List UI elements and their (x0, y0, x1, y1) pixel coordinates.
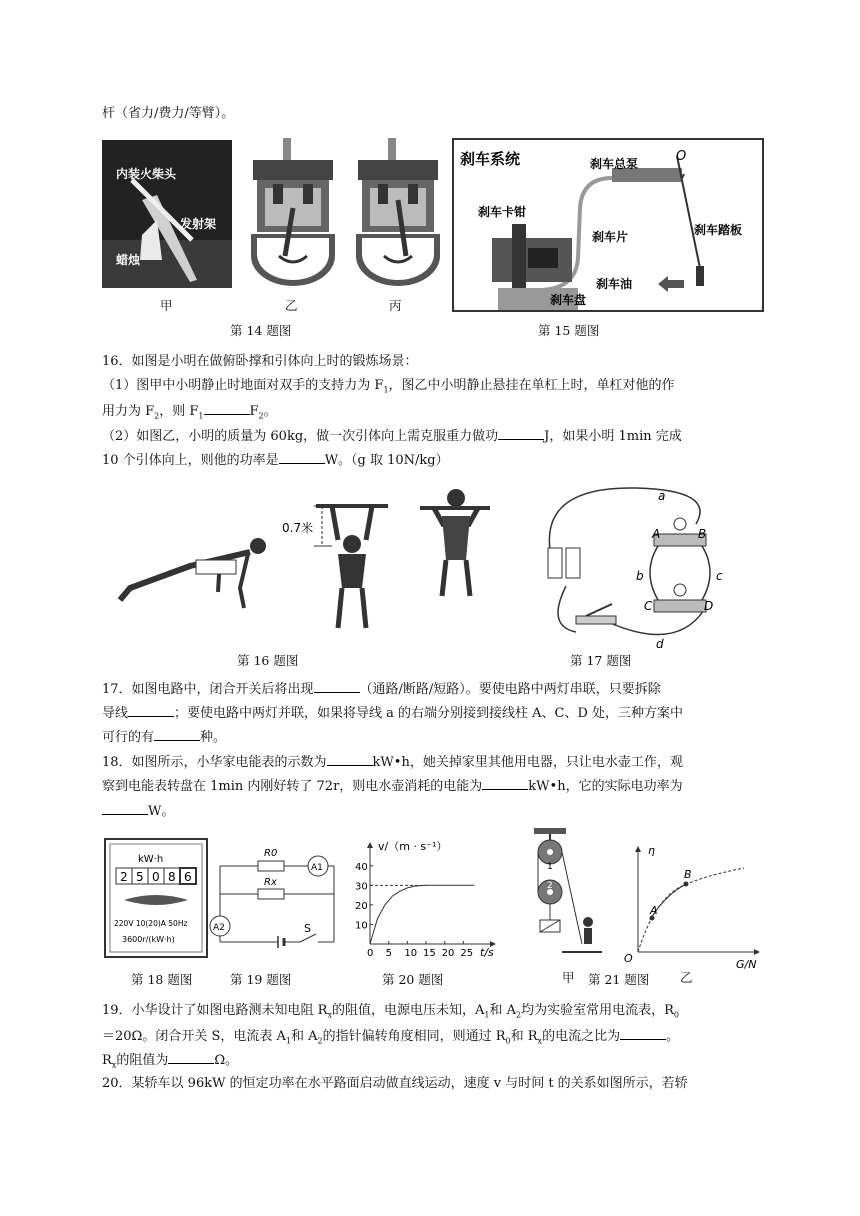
fig14-panel-bing: 丙 (389, 298, 402, 313)
fig18-spec: 220V 10(20)A 50Hz (114, 919, 188, 928)
answer-blank (279, 449, 325, 464)
answer-blank (102, 800, 148, 815)
fig16-height-label: 0.7米 (282, 521, 314, 535)
q18-line1: 18．如图所示，小华家电能表的示数为 kW•h，她关掉家里其他用电器，只让电水壶工作，观 (102, 751, 683, 773)
fig21-origin: O (624, 952, 633, 965)
chart-y-tick-label: 20 (355, 900, 368, 912)
fig21-yi: 乙 (680, 970, 693, 985)
fig17-caption: 第 17 题图 (570, 653, 632, 668)
fig15-label-6: 刹车盘 (550, 293, 587, 307)
fig15-label-2: 刹车卡钳 (478, 205, 527, 219)
fig15-label-0: 刹车总泵 (590, 157, 639, 171)
fig21-pulley (522, 826, 622, 956)
fig17-label-D: D (704, 599, 714, 613)
meter-digit: 2 (120, 870, 128, 884)
fig18-caption: 第 18 题图 (131, 972, 193, 987)
chart-series-line (370, 885, 475, 944)
fig14-panel-yi: 乙 (285, 298, 298, 313)
q19-line2: ＝20Ω。闭合开关 S，电流表 $A_1$和 $A_2$的指针偏转角度相同，则通过 $R_0$和 $R_x$的电流之比为 。 (102, 1025, 679, 1052)
q18-line3: W。 (102, 800, 174, 822)
q17-line2: 导线 ；要使电路中两灯并联，如果将导线 a 的右端分别接到接线柱 A、C、D 处，三种方案中 (102, 702, 683, 724)
fig17-label-c: c (716, 569, 723, 583)
q18-line2: 察到电能表转盘在 1min 内刚好转了 72r，则电水壶消耗的电能为 kW•h，它的实际电功率为 (102, 775, 683, 797)
chart-x-tick-label: 15 (423, 948, 436, 959)
fig14-yi-engine (243, 138, 343, 288)
fig18-digits (116, 868, 196, 884)
q16-stem: 16．如图是小明在做俯卧撑和引体向上时的锻炼场景： (102, 354, 418, 369)
q20-line1: 20．某轿车以 96kW 的恒定功率在水平路面启动做直线运动，速度 v 与时间 t 的关系如图所示，若轿 (102, 1076, 688, 1091)
fig18-meter (104, 838, 208, 958)
fig15-label-5: 刹车油 (596, 277, 633, 291)
fig21-caption: 第 21 题图 (588, 972, 650, 987)
fig19-label-A1: A1 (311, 863, 323, 873)
q16-line3: （2）如图乙，小明的质量为 60kg，做一次引体向上需克服重力做功 J，如果小明 1min 完成 (102, 425, 682, 447)
fig14-bing-engine (348, 138, 448, 288)
fig20-caption: 第 20 题图 (382, 972, 444, 987)
answer-blank (154, 726, 200, 741)
jia-label-3: 蜡烛 (116, 253, 141, 267)
q19-line3: $R_x$的阻值为 Ω。 (102, 1049, 238, 1076)
fig21-pulley-num-1: 1 (547, 862, 553, 872)
chart-y-tick-label: 30 (355, 881, 368, 893)
answer-blank (327, 751, 373, 766)
q17-line1: 17．如图电路中，闭合开关后将出现 （通路/断路/短路）。要使电路中两灯串联，只要拆除 (102, 678, 661, 700)
answer-blank (168, 1049, 214, 1064)
chart-x-tick-label: 20 (441, 948, 455, 959)
chart-x-tick-label: 5 (385, 948, 393, 959)
chart-y-tick-label: 40 (355, 861, 368, 873)
fig15-label-1: O (676, 149, 687, 164)
fig16-exercise (110, 488, 530, 648)
meter-digit: 5 (136, 870, 144, 884)
fig17-label-b: b (636, 569, 644, 583)
fig17-label-C: C (644, 599, 653, 613)
fig18-rev: 3600r/(kW·h) (122, 935, 175, 944)
fig15-caption: 第 15 题图 (538, 323, 600, 338)
fig19-label-A2: A2 (213, 923, 225, 933)
fig21-point-A: A (650, 904, 658, 917)
fig17-label-B: B (698, 527, 707, 541)
fig17-circuit (536, 476, 766, 656)
q16-line4: 10 个引体向上，则他的功率是 W。（g 取 10N/kg） (102, 449, 449, 471)
fig17-label-A: A (652, 527, 661, 541)
fig20-chart (348, 836, 498, 966)
fig19-circuit (208, 838, 346, 958)
answer-blank (314, 678, 360, 693)
fig15-label-3: 刹车片 (592, 230, 629, 244)
answer-blank (498, 425, 544, 440)
fig14-panel-jia: 甲 (160, 298, 173, 313)
fig19-label-Rx: Rx (264, 877, 277, 888)
answer-blank (204, 400, 250, 415)
answer-blank (482, 775, 528, 790)
meter-digit: 0 (152, 870, 160, 884)
fig19-caption: 第 19 题图 (230, 972, 292, 987)
q19-line1: 19．小华设计了如图电路测未知电阻 $R_x$的阻值，电源电压未知，$A_1$和 $A_2$均为实验室常用电流表，$R_0$ (102, 1003, 679, 1020)
fig18-unit: kW·h (138, 854, 164, 865)
fig21-eta: η (648, 844, 655, 857)
chart-ylabel: v/（m · s⁻¹） (378, 840, 448, 853)
fig21-pulley-num-2: 2 (547, 881, 553, 891)
fig21-jia: 甲 (562, 970, 575, 985)
fig14-jia-photo (102, 140, 232, 288)
fig21-point-B: B (684, 868, 692, 881)
answer-blank (620, 1025, 666, 1040)
chart-y-arrow (367, 842, 373, 848)
chart-xlabel: t/s (480, 946, 494, 959)
jia-label-2: 发射架 (180, 217, 217, 231)
chart-x-tick-label: 25 (460, 948, 474, 959)
fig15-label-4: 刹车踏板 (694, 223, 743, 237)
q16-line1: （1）图甲中小明静止时地面对双手的支持力为 $F_1$，图乙中小明静止悬挂在单杠上时，单杠对他的作 (102, 378, 675, 395)
fig21-xlabel: G/N (736, 958, 757, 970)
meter-digit: 6 (184, 870, 192, 884)
q16-line2: 用力为 $F_2$，则 $F_1$ $F_2$。 (102, 400, 277, 427)
q17-line3: 可行的有 种。 (102, 726, 226, 748)
fig15-title: 刹车系统 (460, 150, 521, 168)
fig21-eta-graph (624, 840, 764, 970)
meter-digit: 8 (168, 870, 176, 884)
fig19-label-R0: R0 (264, 848, 278, 859)
jia-label-1: 内装火柴头 (116, 167, 177, 181)
fig16-caption: 第 16 题图 (237, 653, 299, 668)
chart-y-tick-label: 10 (355, 920, 368, 932)
answer-blank (128, 702, 174, 717)
fig15-brake-system (452, 138, 764, 312)
fig17-label-d: d (656, 637, 664, 651)
fig14-caption: 第 14 题图 (230, 323, 292, 338)
fig17-label-a: a (658, 489, 666, 503)
fig19-label-S: S (304, 922, 311, 935)
chart-x-tick-label: 10 (404, 948, 418, 959)
chart-x-tick-label: 0 (367, 948, 374, 959)
text-line: 杆（省力/费力/等臂）。 (102, 106, 235, 121)
